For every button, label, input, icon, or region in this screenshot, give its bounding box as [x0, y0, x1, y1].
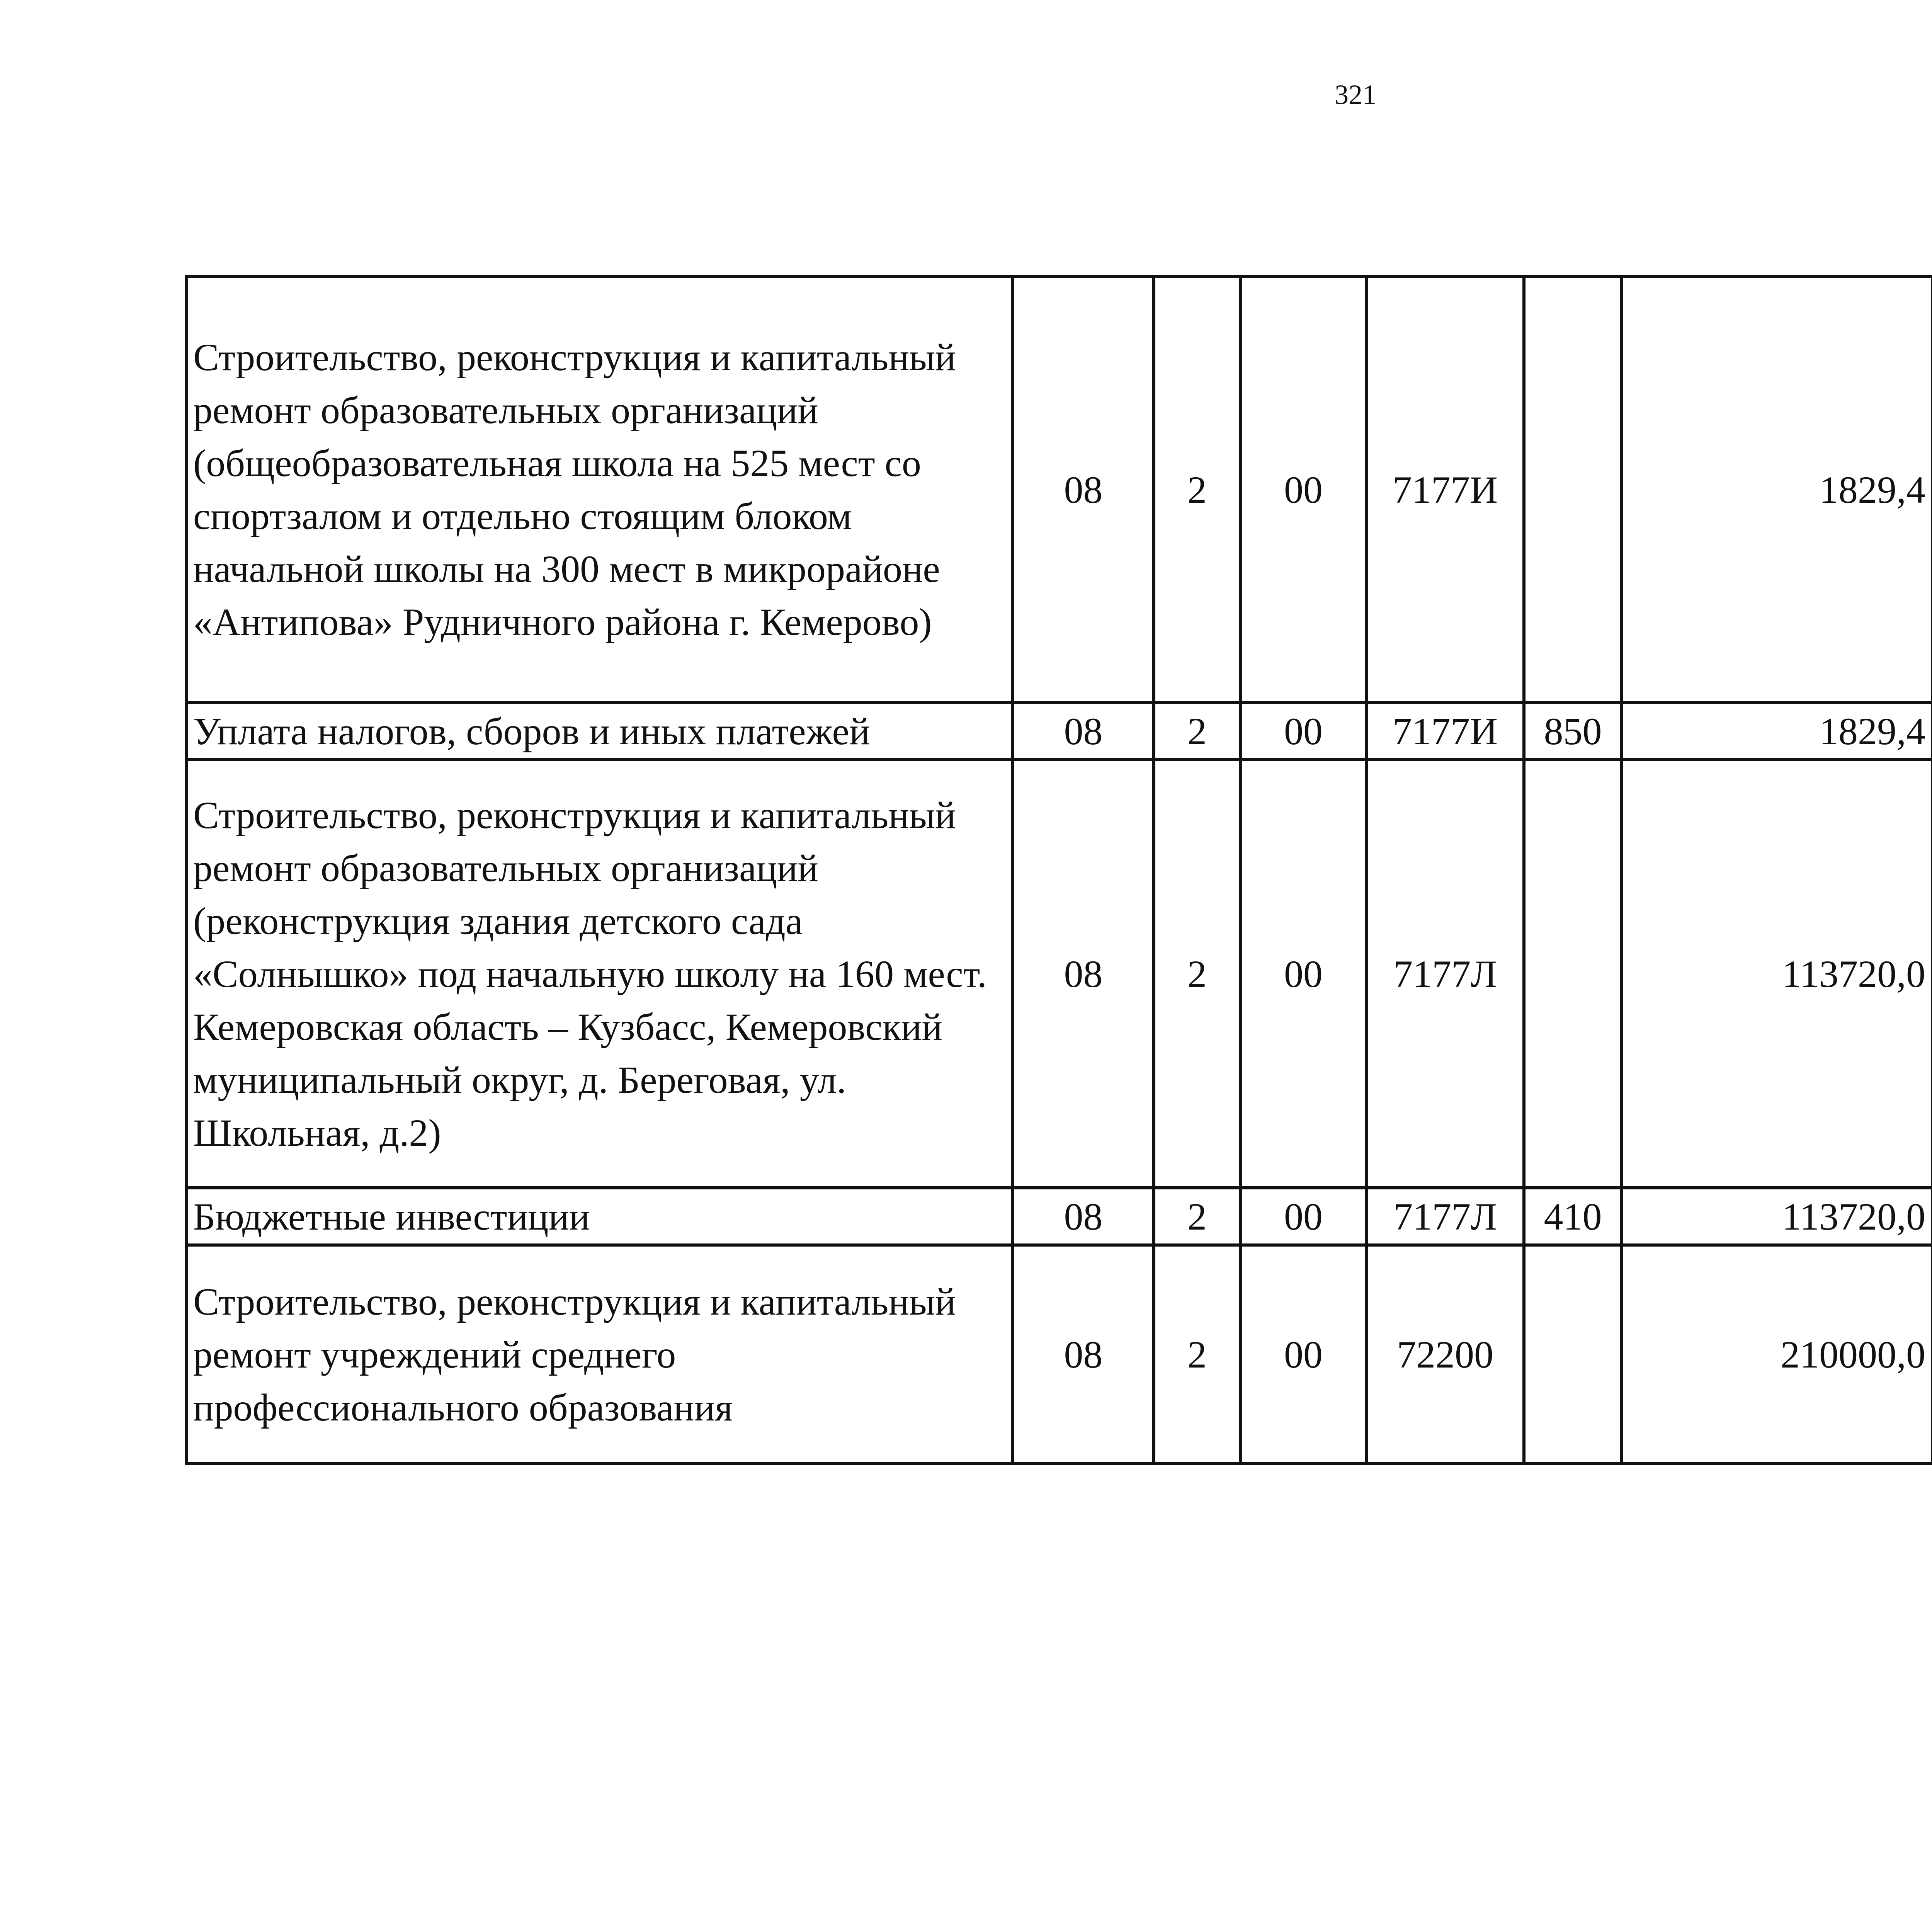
item-name-cell	[186, 703, 1013, 760]
table-row	[186, 760, 1932, 1188]
amount-cell-1: 210000,0	[1622, 1245, 1932, 1464]
table-row	[186, 277, 1932, 703]
item-name: Строительство, реконструкция и капитальный ремонт образовательных организаций (реконструкция здания детского сада «Солнышко» под начальную школу на 160 мест. Кемеровская область – Кузбасс, Кемеровский муниципальный округ, д. Береговая, ул. Школьная, д.2)	[193, 793, 987, 1154]
subprogram-code-cell: 00	[1240, 277, 1366, 703]
amount-cell-1: 1829,4	[1622, 277, 1932, 703]
budget-table	[185, 275, 1932, 1465]
amount-cell-1: 1829,4	[1622, 703, 1932, 760]
item-name: Бюджетные инвестиции	[193, 1195, 590, 1238]
subprogram-code-cell: 00	[1240, 1245, 1366, 1464]
direction-code-cell: 7177Л	[1366, 760, 1524, 1188]
subprogram-code-cell: 00	[1240, 1188, 1366, 1245]
direction-code-cell: 7177И	[1366, 277, 1524, 703]
subprogram-code-cell: 00	[1240, 760, 1366, 1188]
item-name-cell	[186, 277, 1013, 703]
table-row	[186, 1188, 1932, 1245]
table-row	[186, 1245, 1932, 1464]
direction-code-cell: 7177И	[1366, 703, 1524, 760]
amount-cell-1: 113720,0	[1622, 1188, 1932, 1245]
page-number: 321	[1335, 79, 1376, 110]
section-code-cell: 08	[1013, 277, 1154, 703]
subprogram-code-cell: 00	[1240, 703, 1366, 760]
item-name: Строительство, реконструкция и капитальный ремонт образовательных организаций (общеобразовательная школа на 525 мест со спортзалом и отдельно стоящим блоком начальной школы на 300 мест в микрорайоне «Антипова» Рудничного района г. Кемерово)	[193, 336, 956, 643]
section-code-cell: 08	[1013, 760, 1154, 1188]
expense-type-cell	[1524, 760, 1622, 1188]
program-code-cell: 2	[1154, 1245, 1240, 1464]
table-row	[186, 703, 1932, 760]
section-code-cell: 08	[1013, 1188, 1154, 1245]
section-code-cell: 08	[1013, 703, 1154, 760]
direction-code-cell: 7177Л	[1366, 1188, 1524, 1245]
expense-type-cell	[1524, 277, 1622, 703]
program-code-cell: 2	[1154, 1188, 1240, 1245]
item-name: Строительство, реконструкция и капитальный ремонт учреждений среднего профессионального образования	[193, 1280, 956, 1429]
amount-cell-1: 113720,0	[1622, 760, 1932, 1188]
direction-code-cell: 72200	[1366, 1245, 1524, 1464]
item-name-cell	[186, 1188, 1013, 1245]
expense-type-cell	[1524, 1245, 1622, 1464]
item-name-cell	[186, 760, 1013, 1188]
item-name-cell	[186, 1245, 1013, 1464]
expense-type-cell: 850	[1524, 703, 1622, 760]
item-name: Уплата налогов, сборов и иных платежей	[193, 709, 870, 753]
program-code-cell: 2	[1154, 703, 1240, 760]
program-code-cell: 2	[1154, 277, 1240, 703]
expense-type-cell: 410	[1524, 1188, 1622, 1245]
section-code-cell: 08	[1013, 1245, 1154, 1464]
program-code-cell: 2	[1154, 760, 1240, 1188]
